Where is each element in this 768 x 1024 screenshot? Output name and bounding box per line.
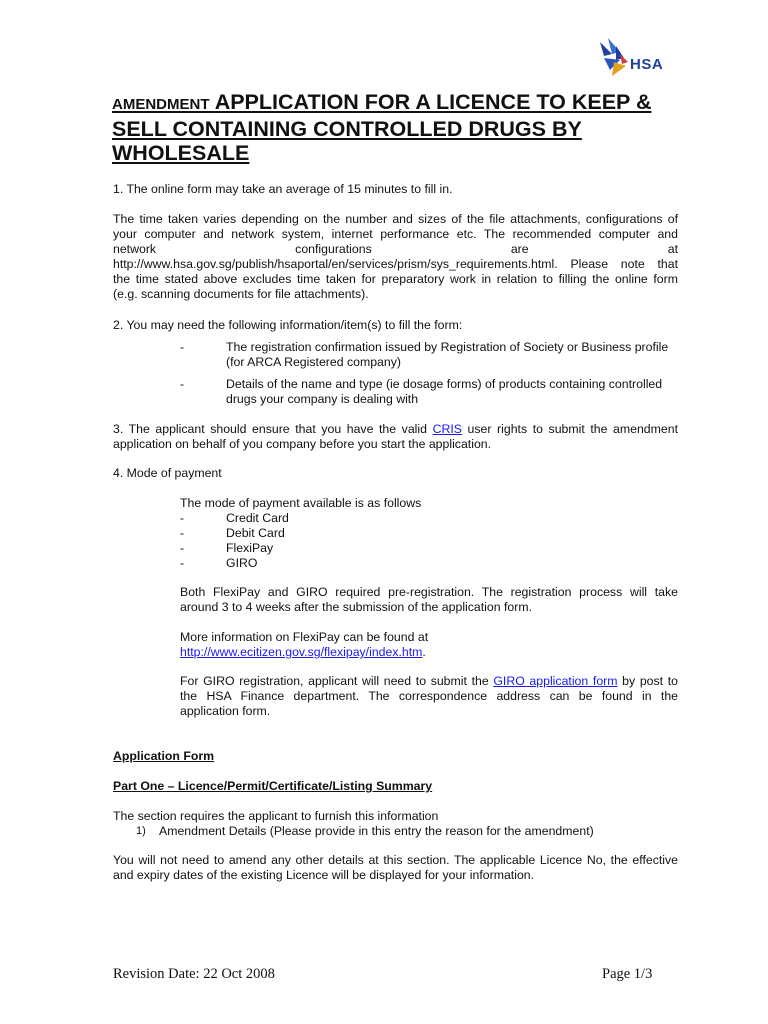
payment-mode-credit-card: Credit Card: [226, 511, 289, 525]
part-one-heading: Part One – Licence/Permit/Certificate/Listing Summary: [113, 779, 433, 793]
bullet-dash: -: [180, 541, 185, 555]
title-line2: SELL CONTAINING CONTROLLED DRUGS BY: [112, 117, 582, 141]
flexipay-link[interactable]: http://www.ecitizen.gov.sg/flexipay/index.htm: [180, 645, 423, 659]
time-line-1: The time taken varies depending on the number and sizes of the file attachments, configurations of: [113, 212, 678, 226]
bullet-item: Details of the name and type (ie dosage forms) of products containing controlled drugs your company is dealing with: [226, 377, 663, 406]
bullet-dash: -: [180, 340, 185, 354]
giro-paragraph: For GIRO registration, applicant will need to submit the GIRO application form by post to the HSA Finance department. The correspondence address can be found in the application form.: [180, 674, 678, 718]
application-form-heading: Application Form: [113, 749, 215, 763]
preregistration-paragraph: Both FlexiPay and GIRO required pre-registration. The registration process will take around 3 to 4 weeks after the submission of the application form.: [180, 585, 678, 614]
bullet-dash: -: [180, 511, 185, 525]
item-3-paragraph: 3. The applicant should ensure that you have the valid CRIS user rights to submit the amendment application on behalf of you company before you start the application.: [113, 422, 678, 451]
title-line1: APPLICATION FOR A LICENCE TO KEEP &: [214, 90, 652, 114]
section-intro: The section requires the applicant to furnish this information: [113, 809, 439, 823]
item-2-text: 2. You may need the following information/item(s) to fill the form:: [113, 318, 463, 332]
title-line3: WHOLESALE: [112, 141, 250, 165]
page-number: Page 1/3: [602, 966, 653, 982]
cris-link[interactable]: CRIS: [432, 422, 462, 436]
closing-paragraph: You will not need to amend any other details at this section. The applicable Licence No, the effective and expiry dates of the existing Licence will be displayed for your information.: [113, 853, 678, 882]
bullet-dash: -: [180, 526, 185, 540]
bullet-item: The registration confirmation issued by Registration of Society or Business profile (for ARCA Registered company): [226, 340, 669, 369]
time-line-5: the time stated above excludes time taken for preparatory work in relation to filling the online form: [113, 272, 678, 286]
payment-mode-debit-card: Debit Card: [226, 526, 285, 540]
revision-date: Revision Date: 22 Oct 2008: [113, 966, 275, 982]
time-line-3: network configurations are at: [113, 242, 678, 256]
item-1-text: 1. The online form may take an average of 15 minutes to fill in.: [113, 182, 453, 196]
payment-mode-flexipay: FlexiPay: [226, 541, 274, 555]
bullet-dash: -: [180, 556, 185, 570]
item-4-text: 4. Mode of payment: [113, 466, 222, 480]
title-prefix: AMENDMENT: [112, 96, 210, 113]
time-line-6: (e.g. scanning documents for file attachments).: [113, 287, 369, 301]
flexipay-paragraph: More information on FlexiPay can be found at http://www.ecitizen.gov.sg/flexipay/index.htm.: [180, 630, 429, 659]
bullet-dash: -: [180, 377, 185, 391]
payment-mode-giro: GIRO: [226, 556, 258, 570]
time-line-2: your computer and network system, internet performance etc. The recommended computer and: [113, 227, 678, 241]
amendment-details-item: Amendment Details (Please provide in this entry the reason for the amendment): [159, 824, 594, 838]
document-title: [112, 90, 672, 165]
logo-text: HSA: [630, 56, 664, 73]
payment-intro: The mode of payment available is as follows: [180, 496, 422, 510]
list-number: 1): [136, 825, 146, 837]
time-line-4: http://www.hsa.gov.sg/publish/hsaportal/en/services/prism/sys_requirements.html. Please note that: [113, 257, 678, 271]
giro-application-form-link[interactable]: GIRO application form: [493, 674, 618, 688]
time-paragraph: [113, 212, 678, 302]
